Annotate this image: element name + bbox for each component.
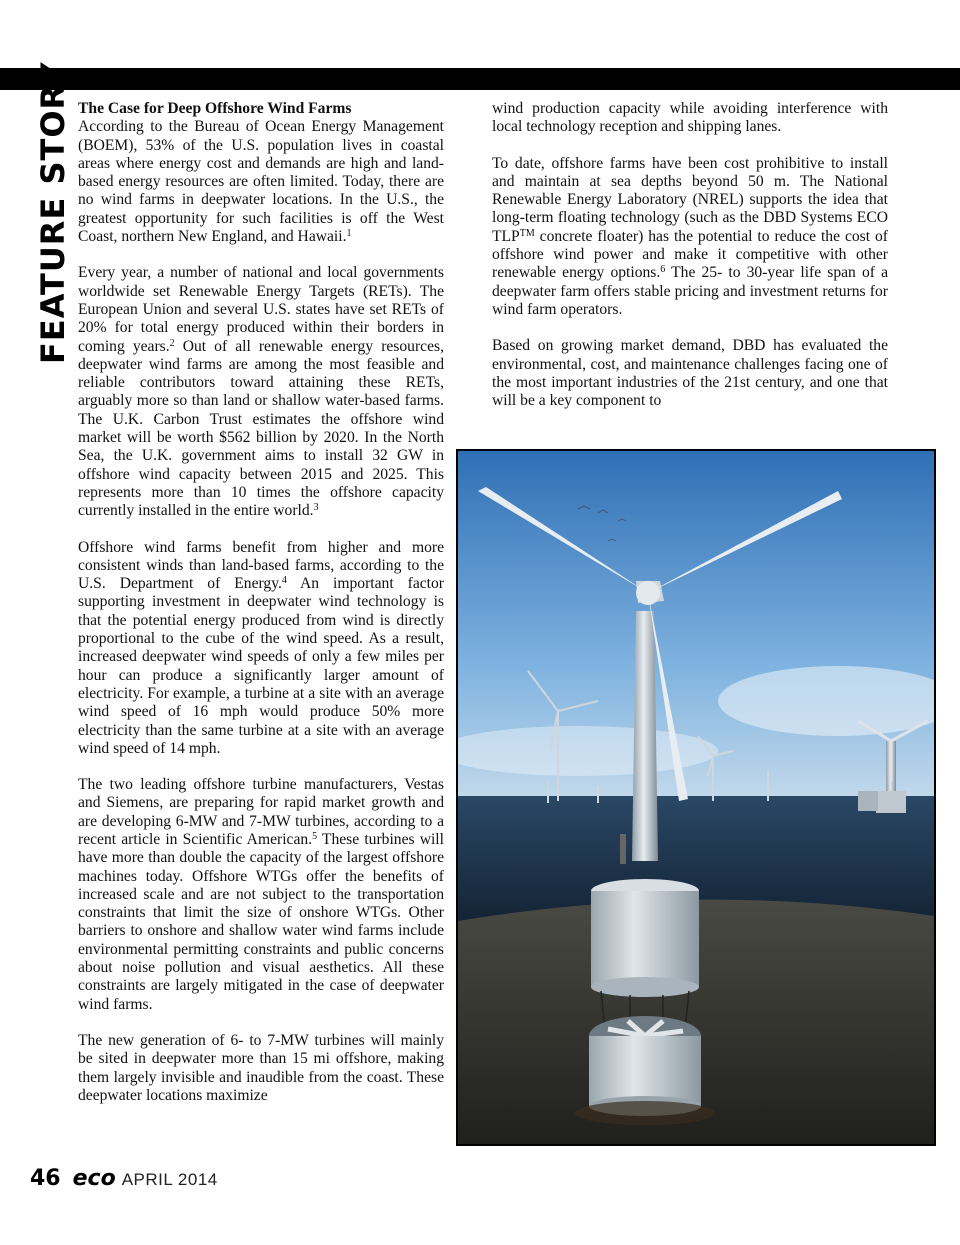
- footnote-ref: 4: [281, 575, 287, 587]
- paragraph-2: Every year, a number of national and local governments worldwide set Renewable Energy Targets (RETs). The European Union and several U.S. states have set RETs of 20% for total energy produced within their borders in coming years.$^2$ Out of all renewable energy resources, deepwater wind farms are among the most feasible and reliable contributors toward attaining these RETs, arguably more so than land or shallow water-based farms. The U.K. Carbon Trust estimates the offshore wind market will be worth $562 billion by 2020. In the North Sea, the U.K. government aims to install 32 GW in offshore wind capacity between 2015 and 2025. This represents more than 10 times the offshore capacity currently installed in the entire world.$^3$: [78, 264, 444, 520]
- paragraph-5: The new generation of 6- to 7-MW turbines will mainly be sited in deepwater more than 15 mi offshore, making them largely invisible and inaudible from the coast. These deepwater locations maximize: [78, 1031, 444, 1104]
- turbine-illustration: [456, 449, 936, 1146]
- article-column-2: [492, 100, 888, 428]
- footnote-ref: 5: [312, 830, 318, 842]
- paragraph-3: Offshore wind farms benefit from higher and more consistent winds than land-based farms, according to the U.S. Department of Energy.$^4$ An important factor supporting investment in deepwater wind technology is that the potential energy produced from wind is directly proportional to the cube of the wind speed. As a result, increased deepwater wind speeds of only a few miles per hour can produce a significantly larger amount of electricity. For example, a turbine at a site with an average wind speed of 16 mph would produce 50% more electricity than the same turbine at a site with an average wind speed of 14 mph.: [78, 538, 444, 757]
- paragraph-8: Based on growing market demand, DBD has evaluated the environmental, cost, and maintenance challenges facing one of the most important industries of the 21st century, and one that will be a key component to: [492, 337, 888, 410]
- section-label: FEATURE STORY: [34, 61, 72, 364]
- paragraph-4: The two leading offshore turbine manufacturers, Vestas and Siemens, are preparing for rapid market growth and are developing 6-MW and 7-MW turbines, according to a recent article in Scientific American.$^5$ These turbines will have more than double the capacity of the largest offshore machines today. Offshore WTGs offer the benefits of increased scale and are not subject to the transportation constraints that limit the size of onshore WTGs. Other barriers to onshore and shallow water wind farms include environmental permitting constraints and public concerns about noise pollution and visual aesthetics. All these constraints are largely mitigated in the case of deepwater wind farms.: [78, 776, 444, 1013]
- page-footer: [30, 1166, 218, 1196]
- footnote-ref: 2: [169, 337, 175, 349]
- footnote-ref: 3: [313, 502, 319, 514]
- page-number: 46: [30, 1166, 61, 1191]
- article-heading: The Case for Deep Offshore Wind Farms: [78, 100, 352, 117]
- issue-date: APRIL 2014: [121, 1170, 218, 1189]
- article-column-1: [78, 100, 444, 1123]
- paragraph-7: To date, offshore farms have been cost prohibitive to install and maintain at sea depths beyond 50 m. The National Renewable Energy Laboratory (NREL) supports the idea that long-term floating technology (such as the DBD Systems ECO TLP™ concrete floater) has the potential to reduce the cost of offshore wind power and make it competitive with other renewable energy options.$^6$ The 25- to 30-year life span of a deepwater farm offers stable pricing and investment returns for wind farm operators.: [492, 154, 889, 318]
- header-rule: [0, 68, 960, 90]
- magazine-logo: eco: [72, 1166, 116, 1191]
- footnote-ref: 6: [660, 264, 666, 276]
- paragraph-6: wind production capacity while avoiding interference with local technology reception and shipping lanes.: [492, 100, 888, 136]
- footnote-ref: 1: [346, 228, 352, 240]
- paragraph-1: The Case for Deep Offshore Wind Farms According to the Bureau of Ocean Energy Management (BOEM), 53% of the U.S. population lives in coastal areas where energy cost and demands are high and land-based energy resources are often limited. Today, there are no wind farms in deepwater locations. In the U.S., the greatest opportunity for such facilities is off the West Coast, northern New England, and Hawaii.$^1$: [78, 100, 444, 246]
- trademark-mark: TM: [519, 227, 535, 239]
